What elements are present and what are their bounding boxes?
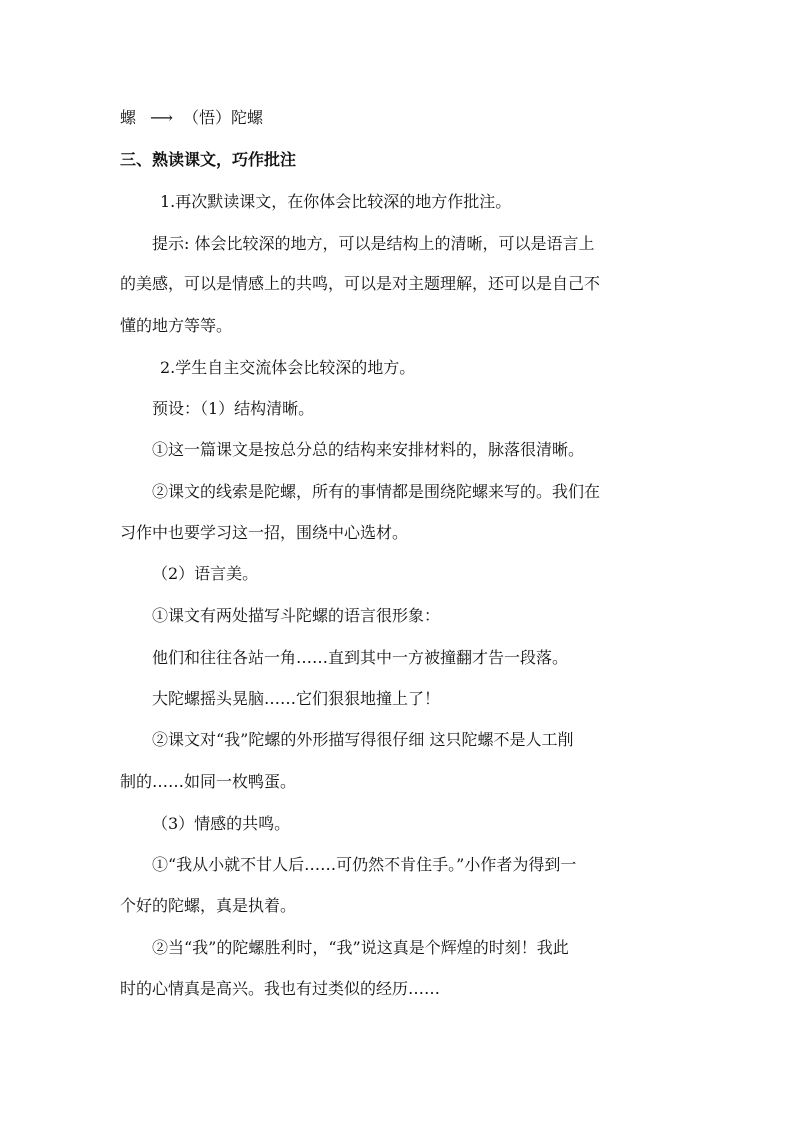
quote-2: 大陀螺摇头晃脑……它们狠狠地撞上了！ xyxy=(152,689,441,708)
top-line xyxy=(120,107,680,129)
hint-line-3: 懂的地方等等。 xyxy=(120,316,233,335)
paragraph-structure-2-line-1: ②课文的线索是陀螺，所有的事情都是围绕陀螺来写的。我们在 xyxy=(152,482,601,501)
paragraph-emotion-2-line-1: ②当“我”的陀螺胜利时，“我”说这真是个辉煌的时刻！我此 xyxy=(152,938,569,957)
subheading-emotion: （3）情感的共鸣。 xyxy=(152,814,291,833)
paragraph-structure-1: ①这一篇课文是按总分总的结构来安排材料的，脉落很清晰。 xyxy=(152,440,585,459)
top-line-right: （悟）陀螺 xyxy=(182,108,263,127)
item-1: 1.再次默读课文，在你体会比较深的地方作批注。 xyxy=(160,192,512,211)
paragraph-language-1: ①课文有两处描写斗陀螺的语言很形象： xyxy=(152,606,441,625)
paragraph-emotion-1-line-2: 个好的陀螺，真是执着。 xyxy=(120,896,297,915)
paragraph-language-2-line-1: ②课文对“我”陀螺的外形描写得很仔细 这只陀螺不是人工削 xyxy=(152,730,574,749)
quote-1: 他们和往往各站一角……直到其中一方被撞翻才告一段落。 xyxy=(152,648,569,667)
top-line-left: 螺 xyxy=(120,108,137,127)
item-2: 2.学生自主交流体会比较深的地方。 xyxy=(160,358,416,377)
hint-line-2: 的美感，可以是情感上的共鸣，可以是对主题理解，还可以是自己不 xyxy=(120,274,601,293)
subheading-language: （2）语言美。 xyxy=(152,564,259,583)
paragraph-emotion-2-line-2: 时的心情真是高兴。我也有过类似的经历…… xyxy=(120,979,441,998)
hint-line-1: 提示: 体会比较深的地方，可以是结构上的清晰，可以是语言上 xyxy=(152,234,595,253)
arrow-icon: ⟶ xyxy=(150,108,173,127)
section-heading: 三、熟读课文，巧作批注 xyxy=(120,150,297,169)
paragraph-emotion-1-line-1: ①“我从小就不甘人后……可仍然不肯住手。”小作者为得到一 xyxy=(152,855,577,874)
preset-line: 预设：（1）结构清晰。 xyxy=(152,399,315,418)
paragraph-structure-2-line-2: 习作中也要学习这一招，围绕中心选材。 xyxy=(120,523,409,542)
paragraph-language-2-line-2: 制的……如同一枚鸭蛋。 xyxy=(120,772,297,791)
